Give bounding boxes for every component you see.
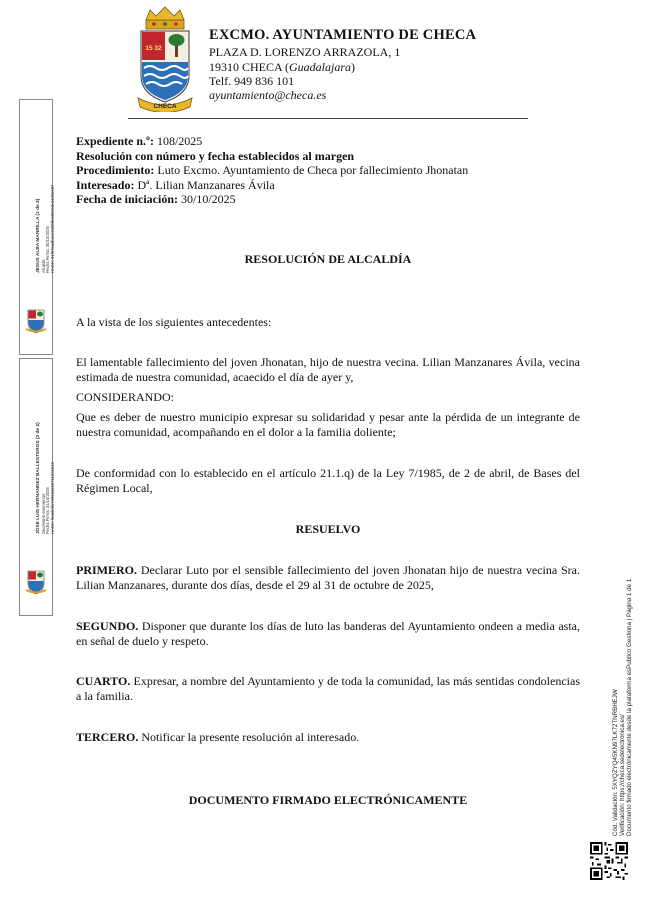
item-primero-text: Declarar Luto por el sensible fallecimiento del joven Jhonatan hijo de nuestra vecina Sra. Lilian Manzanares, durante dos días, desde el 29 al 31 de octubre de 2025, [76,563,580,592]
platform-note: Documento firmado electrónicamente desde la plataforma esPublico Gestiona | Página 1 de 1 [626,578,634,836]
stamp-1-text [36,184,55,272]
stamp-2-name: JOSE LUIS HERNANDEZ BALLESTEROS (2 de 2) [36,421,41,534]
address-line: PLAZA D. LORENZO ARRAZOLA, 1 [209,45,401,59]
item-tercero-text: Notificar la presente resolución al interesado. [138,730,360,744]
considerando-heading: CONSIDERANDO: [76,390,175,404]
procedimiento-value: Luto Excmo. Ayuntamiento de Checa por fallecimiento Jhonatan [154,163,469,177]
item-segundo-label: SEGUNDO. [76,619,139,633]
expediente-line [76,134,468,149]
signed-footer: DOCUMENTO FIRMADO ELECTRÓNICAMENTE [188,793,468,807]
organization-name: EXCMO. AYUNTAMIENTO DE CHECA [209,27,477,43]
stamp-2-text [36,422,55,534]
item-cuarto [76,674,580,703]
interesado-value: Dª. Lilian Manzanares Ávila [134,177,275,192]
paragraph-fallecimiento: El lamentable fallecimiento del joven Jhonatan, hijo de nuestra vecina. Lilian Manzanares Ávila, vecina estimada de nuestra comunidad, acaecido el día de ayer y, [76,355,580,384]
document-title: RESOLUCIÓN DE ALCALDÍA [244,252,412,266]
case-metadata [76,134,468,207]
fecha-value: 30/10/2025 [178,192,236,206]
qr-code-icon[interactable] [590,842,628,880]
validation-code: Cód. Validación: 5XYQZYQ45KN97LK72TNRBHEJW [612,689,619,836]
phone-line: Telf. 949 836 101 [209,74,295,88]
paragraph-conformidad: De conformidad con lo establecido en el artículo 21.1.q) de la Ley 7/1985, de 2 de abril, de Bases del Régimen Local, [76,466,580,495]
item-primero [76,563,580,592]
municipal-crest [132,6,198,112]
stamp-2-date: Fecha Firma: 31/10/2025 [45,486,51,534]
procedimiento-label: Procedimiento: [76,163,155,177]
paragraph-considerando: Que es deber de nuestro municipio expresar su solidaridad y pesar ante la pérdida de un integrante de nuestra comunidad, acompañando en el dolor a la familia doliente; [76,410,580,439]
stamp-1-hash: HASH: 01f97eadb4c2249bfb9d6924bd4d56687 [49,184,55,273]
city-suffix: ) [351,60,356,74]
resuelvo-heading: RESUELVO [295,522,361,536]
item-cuarto-text: Expresar, a nombre del Ayuntamiento y de toda la comunidad, las más sentidas condolencias a la familia. [76,674,580,703]
stamp-2-role: Secretario-Interventor [40,493,46,534]
stamp-1-crest-icon [25,306,47,334]
procedimiento-line [76,163,468,178]
signature-stamp-1 [19,99,53,355]
stamp-2-hash: HASH: f5a5b4f1709934603711226519 [49,461,55,534]
city-prefix: 19310 CHECA ( [209,60,290,74]
expediente-label: Expediente n.º: [76,134,154,148]
resolucion-line [76,149,468,164]
interesado-label: Interesado: [76,177,135,192]
signature-stamp-2 [19,358,53,616]
email-link[interactable]: ayuntamiento@checa.es [209,88,327,102]
stamp-1-date: Fecha Firma: 30/10/2025 [45,225,51,273]
crest-label: CHECA [153,103,177,110]
stamp-2-crest-icon [25,567,47,595]
city-line [209,60,355,75]
fecha-label: Fecha de iniciación: [76,192,178,206]
resolucion-label: Resolución con número y fecha establecidos al margen [76,148,355,163]
stamp-1-name: JESUS ALBA MANRILLA (1 de 2) [36,198,41,273]
item-primero-label: PRIMERO. [76,563,137,577]
item-tercero [76,730,580,745]
verification-url[interactable]: Verificación: https://checa.sedelectronica.es/ [619,714,627,836]
fecha-line [76,192,468,207]
interesado-line [76,178,468,193]
crest-numbers: 15 32 [145,45,162,52]
header-divider [128,118,528,119]
verification-text [612,579,634,836]
item-segundo [76,619,580,648]
province: Guadalajara [289,60,352,74]
item-segundo-text: Disponer que durante los días de luto las banderas del Ayuntamiento ondeen a media asta, en señal de duelo y respeto. [76,619,580,648]
item-tercero-label: TERCERO. [76,730,139,744]
stamp-1-role: Alcalde [40,258,46,273]
expediente-value: 108/2025 [153,134,203,148]
antecedentes-intro: A la vista de los siguientes antecedentes: [76,315,272,329]
item-cuarto-label: CUARTO. [76,674,131,688]
